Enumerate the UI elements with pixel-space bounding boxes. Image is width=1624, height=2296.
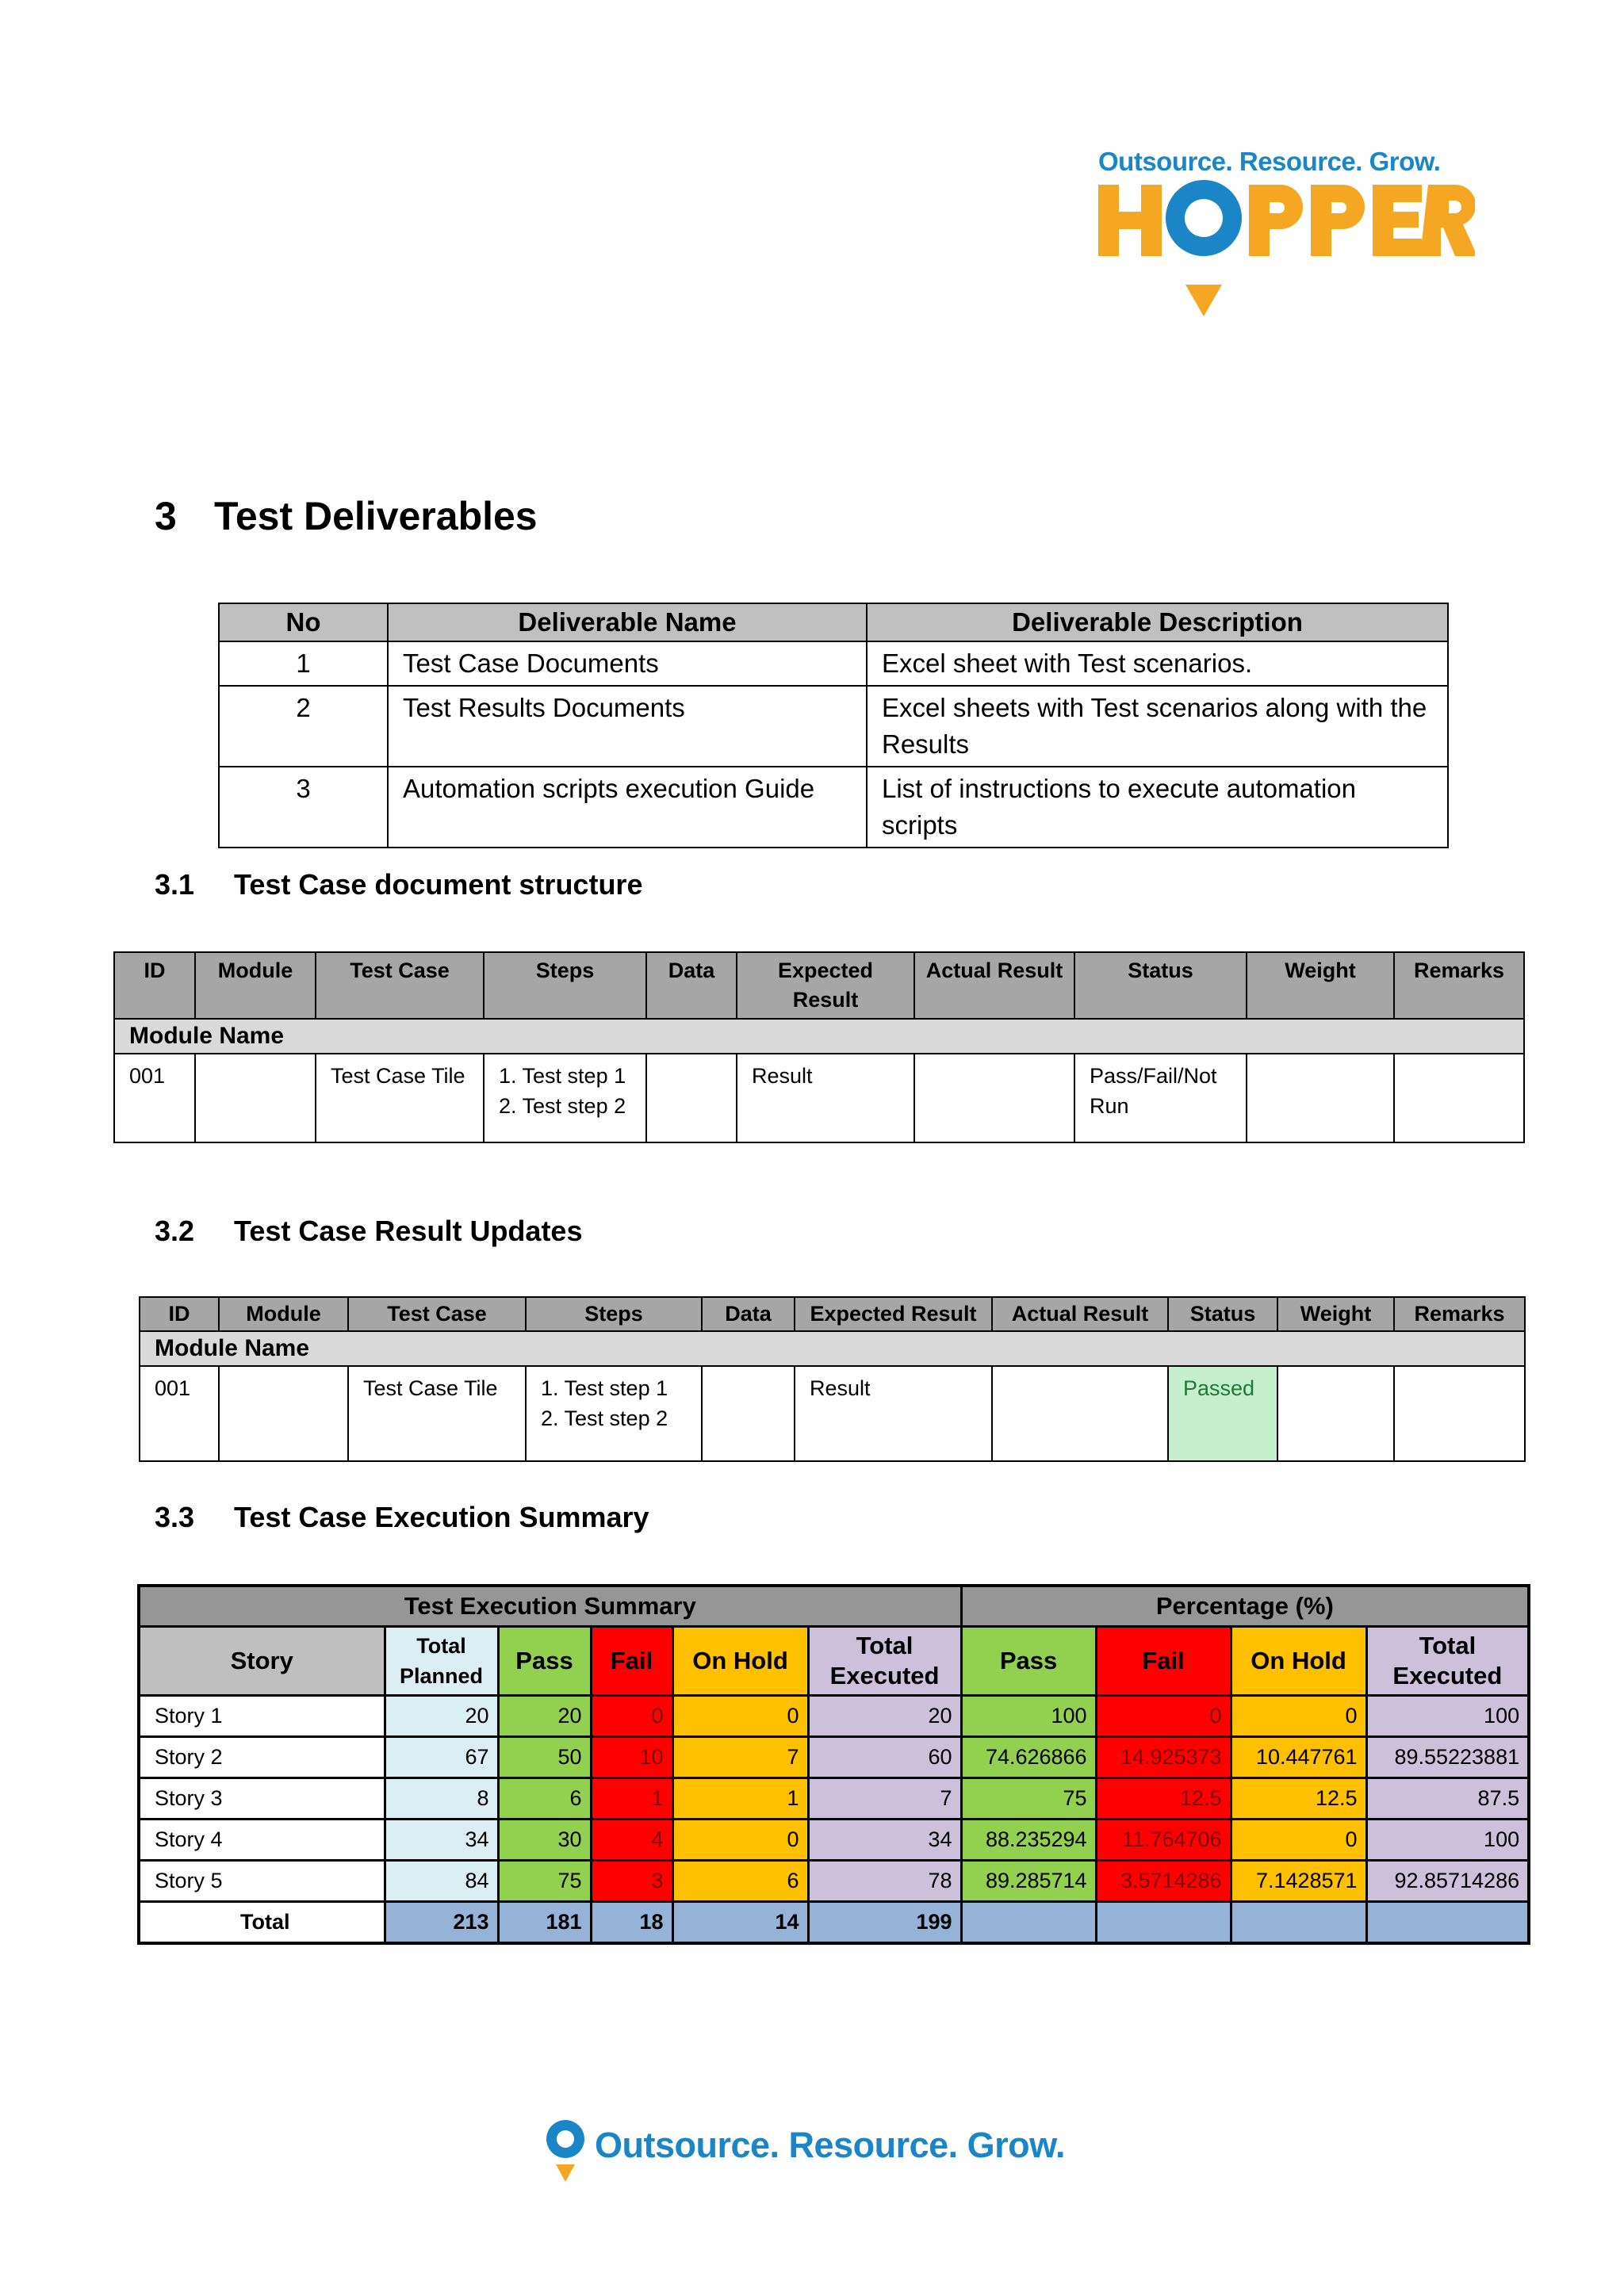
group-header-summary: Test Execution Summary xyxy=(139,1586,961,1627)
col-header-story: Story xyxy=(139,1627,385,1696)
total-pct-fail xyxy=(1096,1902,1231,1944)
cell-pct-pass: 100 xyxy=(961,1696,1096,1737)
cell-module xyxy=(219,1366,348,1461)
summary-row xyxy=(139,1778,1529,1820)
section-number: 3 xyxy=(155,494,177,538)
col-header-pct-total-executed: Total Executed xyxy=(1366,1627,1529,1696)
cell-steps xyxy=(484,1054,646,1142)
footer-tagline: Outsource. Resource. Grow. xyxy=(595,2125,1065,2165)
cell-desc: Excel sheet with Test scenarios. xyxy=(867,641,1448,686)
cell-planned: 67 xyxy=(385,1737,498,1778)
cell-pct-hold: 12.5 xyxy=(1231,1778,1366,1820)
col-header: Actual Result xyxy=(992,1297,1168,1331)
section-3-2-heading xyxy=(155,1215,582,1248)
cell-pct-executed: 89.55223881 xyxy=(1366,1737,1529,1778)
col-header-fail: Fail xyxy=(591,1627,672,1696)
cell-name: Test Case Documents xyxy=(388,641,867,686)
col-header: ID xyxy=(140,1297,219,1331)
cell-status: Pass/Fail/Not Run xyxy=(1074,1054,1247,1142)
cell-expected: Result xyxy=(795,1366,992,1461)
col-header-pct-on-hold: On Hold xyxy=(1231,1627,1366,1696)
cell-executed: 60 xyxy=(808,1737,961,1778)
cell-story: Story 5 xyxy=(139,1861,385,1902)
sub-header-row xyxy=(139,1627,1529,1696)
col-header: Data xyxy=(646,952,737,1019)
cell-hold: 1 xyxy=(672,1778,808,1820)
cell-no: 1 xyxy=(219,641,388,686)
summary-row xyxy=(139,1861,1529,1902)
cell-hold: 6 xyxy=(672,1861,808,1902)
cell-executed: 7 xyxy=(808,1778,961,1820)
step-1: 1. Test step 1 xyxy=(499,1064,626,1088)
section-3-heading xyxy=(155,493,538,539)
cell-executed: 34 xyxy=(808,1820,961,1861)
cell-story: Story 2 xyxy=(139,1737,385,1778)
total-pct-exec xyxy=(1366,1902,1529,1944)
cell-no: 3 xyxy=(219,767,388,848)
cell-test-case: Test Case Tile xyxy=(348,1366,526,1461)
cell-hold: 0 xyxy=(672,1696,808,1737)
module-name: Module Name xyxy=(114,1019,1524,1054)
cell-data xyxy=(646,1054,737,1142)
cell-expected: Result xyxy=(737,1054,914,1142)
col-header: Test Case xyxy=(316,952,484,1019)
cell-pct-pass: 75 xyxy=(961,1778,1096,1820)
hopper-wordmark-icon xyxy=(1098,177,1475,323)
module-name: Module Name xyxy=(140,1331,1525,1366)
col-header: Module xyxy=(219,1297,348,1331)
cell-fail: 0 xyxy=(591,1696,672,1737)
cell-pct-executed: 100 xyxy=(1366,1696,1529,1737)
cell-planned: 34 xyxy=(385,1820,498,1861)
cell-executed: 78 xyxy=(808,1861,961,1902)
table-header-row xyxy=(114,952,1524,1019)
summary-body xyxy=(139,1696,1529,1902)
cell-pct-hold: 7.1428571 xyxy=(1231,1861,1366,1902)
cell-pass: 20 xyxy=(498,1696,591,1737)
cell-executed: 20 xyxy=(808,1696,961,1737)
col-header: Expected Result xyxy=(737,952,914,1019)
col-header: Weight xyxy=(1277,1297,1394,1331)
col-header-on-hold: On Hold xyxy=(672,1627,808,1696)
cell-status-passed: Passed xyxy=(1168,1366,1277,1461)
cell-pct-fail: 12.5 xyxy=(1096,1778,1231,1820)
footer xyxy=(543,2118,1098,2190)
group-header-row xyxy=(139,1586,1529,1627)
summary-row xyxy=(139,1737,1529,1778)
cell-actual xyxy=(914,1054,1074,1142)
cell-id: 001 xyxy=(140,1366,219,1461)
col-header: Data xyxy=(702,1297,795,1331)
section-number: 3.1 xyxy=(155,868,195,901)
col-header: Steps xyxy=(526,1297,702,1331)
cell-fail: 10 xyxy=(591,1737,672,1778)
cell-pct-hold: 0 xyxy=(1231,1696,1366,1737)
cell-test-case: Test Case Tile xyxy=(316,1054,484,1142)
test-result-table xyxy=(139,1296,1526,1462)
section-3-3-heading xyxy=(155,1501,649,1534)
cell-pass: 30 xyxy=(498,1820,591,1861)
cell-pass: 50 xyxy=(498,1737,591,1778)
total-pass: 181 xyxy=(498,1902,591,1944)
col-header: Test Case xyxy=(348,1297,526,1331)
cell-remarks xyxy=(1394,1366,1525,1461)
cell-pct-fail: 14.925373 xyxy=(1096,1737,1231,1778)
cell-pct-hold: 10.447761 xyxy=(1231,1737,1366,1778)
table-row xyxy=(219,686,1448,767)
cell-pct-hold: 0 xyxy=(1231,1820,1366,1861)
step-2: 2. Test step 2 xyxy=(499,1094,626,1118)
cell-pct-pass: 74.626866 xyxy=(961,1737,1096,1778)
cell-desc: List of instructions to execute automation scripts xyxy=(867,767,1448,848)
cell-id: 001 xyxy=(114,1054,195,1142)
section-title: Test Case Result Updates xyxy=(234,1215,583,1247)
total-fail: 18 xyxy=(591,1902,672,1944)
cell-planned: 8 xyxy=(385,1778,498,1820)
section-title: Test Deliverables xyxy=(214,494,538,538)
total-label: Total xyxy=(139,1902,385,1944)
module-row xyxy=(114,1019,1524,1054)
cell-fail: 1 xyxy=(591,1778,672,1820)
col-header: Deliverable Name xyxy=(388,603,867,641)
step-2: 2. Test step 2 xyxy=(541,1406,668,1430)
module-row xyxy=(140,1331,1525,1366)
cell-pct-pass: 89.285714 xyxy=(961,1861,1096,1902)
cell-steps xyxy=(526,1366,702,1461)
col-header-pass: Pass xyxy=(498,1627,591,1696)
step-1: 1. Test step 1 xyxy=(541,1376,668,1400)
cell-name: Automation scripts execution Guide xyxy=(388,767,867,848)
table-row xyxy=(219,641,1448,686)
cell-planned: 20 xyxy=(385,1696,498,1737)
total-executed: 199 xyxy=(808,1902,961,1944)
cell-actual xyxy=(992,1366,1168,1461)
cell-data xyxy=(702,1366,795,1461)
col-header: Expected Result xyxy=(795,1297,992,1331)
group-header-percentage: Percentage (%) xyxy=(961,1586,1529,1627)
col-header: Weight xyxy=(1247,952,1394,1019)
cell-story: Story 3 xyxy=(139,1778,385,1820)
col-header: Remarks xyxy=(1394,1297,1525,1331)
hopper-logo xyxy=(1098,147,1475,325)
test-case-structure-table xyxy=(113,951,1525,1143)
location-pin-icon xyxy=(543,2118,588,2183)
cell-pct-executed: 100 xyxy=(1366,1820,1529,1861)
cell-pct-executed: 92.85714286 xyxy=(1366,1861,1529,1902)
col-header: Actual Result xyxy=(914,952,1074,1019)
col-header: Deliverable Description xyxy=(867,603,1448,641)
cell-fail: 4 xyxy=(591,1820,672,1861)
cell-pct-fail: 0 xyxy=(1096,1696,1231,1737)
total-planned: 213 xyxy=(385,1902,498,1944)
col-header: Steps xyxy=(484,952,646,1019)
cell-pass: 6 xyxy=(498,1778,591,1820)
section-3-1-heading xyxy=(155,868,642,901)
cell-pct-fail: 3.5714286 xyxy=(1096,1861,1231,1902)
cell-module xyxy=(195,1054,316,1142)
section-title: Test Case document structure xyxy=(234,868,643,901)
cell-planned: 84 xyxy=(385,1861,498,1902)
total-hold: 14 xyxy=(672,1902,808,1944)
summary-row xyxy=(139,1820,1529,1861)
table-row xyxy=(114,1054,1524,1142)
cell-name: Test Results Documents xyxy=(388,686,867,767)
table-header-row xyxy=(140,1297,1525,1331)
table-row xyxy=(140,1366,1525,1461)
cell-story: Story 1 xyxy=(139,1696,385,1737)
col-header: Status xyxy=(1074,952,1247,1019)
col-header-pct-pass: Pass xyxy=(961,1627,1096,1696)
col-header-total-planned: Total Planned xyxy=(385,1627,498,1696)
cell-pct-executed: 87.5 xyxy=(1366,1778,1529,1820)
col-header-total-executed: Total Executed xyxy=(808,1627,961,1696)
col-header: Remarks xyxy=(1394,952,1524,1019)
logo-tagline: Outsource. Resource. Grow. xyxy=(1098,147,1441,176)
cell-hold: 0 xyxy=(672,1820,808,1861)
cell-story: Story 4 xyxy=(139,1820,385,1861)
execution-summary-table xyxy=(137,1584,1530,1945)
table-header-row xyxy=(219,603,1448,641)
col-header: Module xyxy=(195,952,316,1019)
cell-fail: 3 xyxy=(591,1861,672,1902)
cell-weight xyxy=(1247,1054,1394,1142)
section-number: 3.2 xyxy=(155,1215,195,1247)
cell-no: 2 xyxy=(219,686,388,767)
total-pct-pass xyxy=(961,1902,1096,1944)
cell-desc: Excel sheets with Test scenarios along with the Results xyxy=(867,686,1448,767)
col-header: Status xyxy=(1168,1297,1277,1331)
col-header: ID xyxy=(114,952,195,1019)
cell-pct-fail: 11.764706 xyxy=(1096,1820,1231,1861)
cell-pass: 75 xyxy=(498,1861,591,1902)
cell-pct-pass: 88.235294 xyxy=(961,1820,1096,1861)
total-pct-hold xyxy=(1231,1902,1366,1944)
section-title: Test Case Execution Summary xyxy=(234,1501,649,1533)
col-header-pct-fail: Fail xyxy=(1096,1627,1231,1696)
table-row xyxy=(219,767,1448,848)
summary-row xyxy=(139,1696,1529,1737)
cell-weight xyxy=(1277,1366,1394,1461)
section-number: 3.3 xyxy=(155,1501,195,1533)
cell-hold: 7 xyxy=(672,1737,808,1778)
deliverables-table xyxy=(218,603,1449,848)
cell-remarks xyxy=(1394,1054,1524,1142)
total-row xyxy=(139,1902,1529,1944)
col-header: No xyxy=(219,603,388,641)
